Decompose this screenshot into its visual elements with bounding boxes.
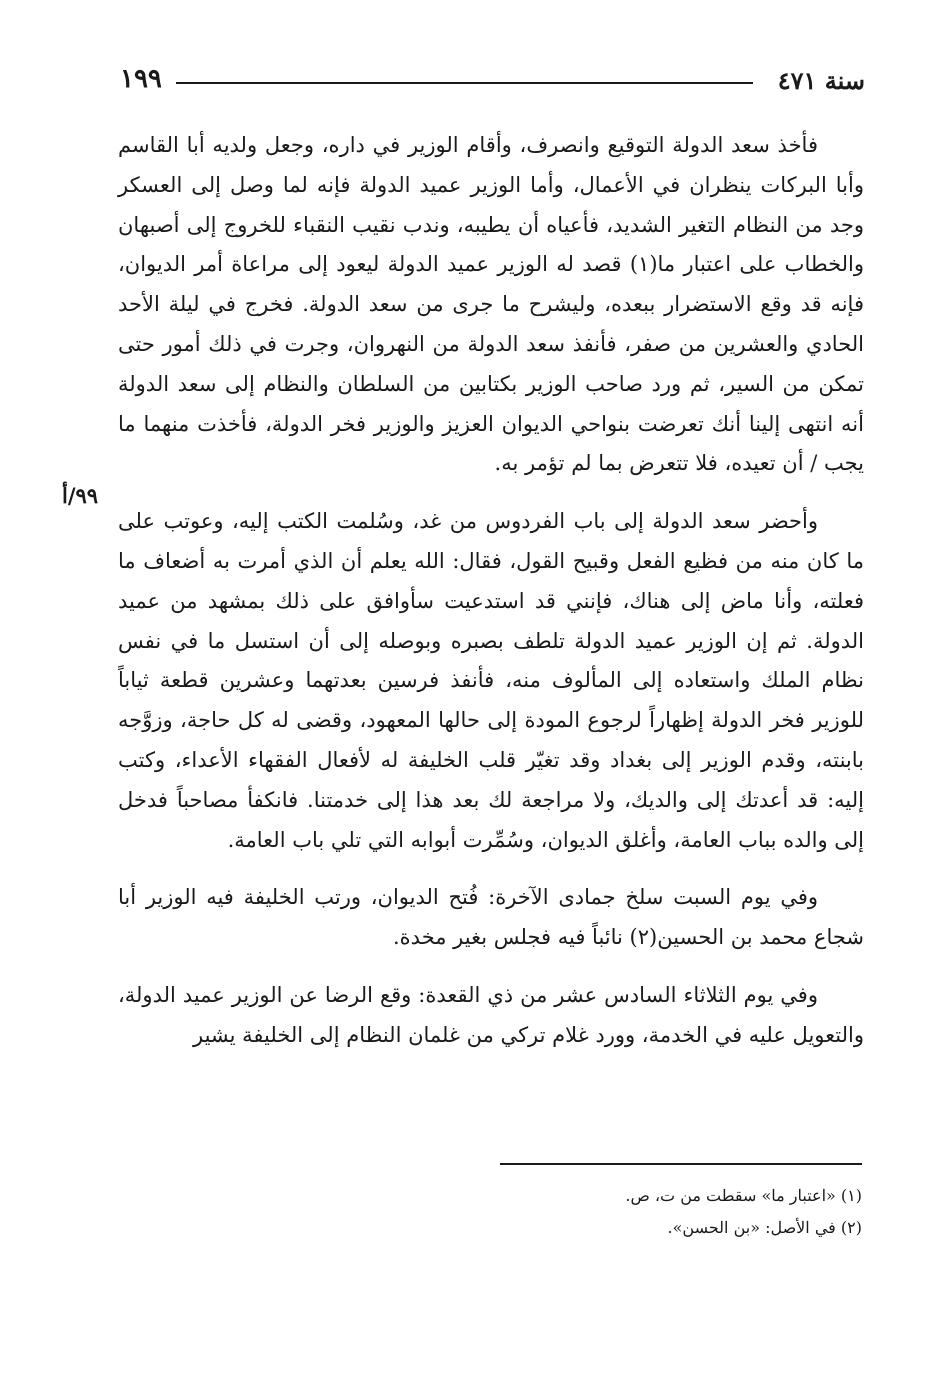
footnote-separator [500, 1163, 862, 1165]
folio-margin-note: ٩٩/أ [62, 483, 99, 508]
paragraph: وفي يوم الثلاثاء السادس عشر من ذي القعدة: وقع الرضا عن الوزير عميد الدولة، والتعويل عليه في الخدمة، وورد غلام تركي من غلمان النظام إلى الخليفة يشير [118, 982, 864, 1047]
page-number: ١٩٩ [120, 64, 162, 94]
paragraph: وفي يوم السبت سلخ جمادى الآخرة: فُتح الديوان، ورتب الخليفة فيه الوزير أبا شجاع محمد بن الحسين(٢) نائباً فيه فجلس بغير مخدة. [118, 885, 864, 950]
paragraph: فأخذ سعد الدولة التوقيع وانصرف، وأقام الوزير في داره، وجعل ولديه أبا القاسم وأبا البركات ينظران في الأعمال، وأما الوزير عميد الدولة فإنه لما وصل إلى العسكر وجد من النظام التغير الشديد، فأعياه أن يطيبه، وندب نقيب النقباء للخروج إلى أصبهان والخطاب على اعتبار ما(١) قصد له الوزير عميد الدولة ليعود إلى مراعاة أمر الديوان، فإنه قد وقع الاستضرار ببعده، وليشرح ما جرى من سعد الدولة. فخرج في ليلة الأحد الحادي والعشرين من صفر، فأنفذ سعد الدولة من النهروان، وجرت في ذلك أمور حتى تمكن من السير، ثم ورد صاحب الوزير بكتابين من السلطان والنظام إلى سعد الدولة أنه انتهى إلينا أنك تعرضت بنواحي الديوان العزيز والوزير فخر الدولة، فأخذت منهما ما يجب / أن تعيده، فلا تتعرض بما لم تؤمر به. [118, 133, 864, 476]
footnotes [300, 1180, 862, 1244]
paragraph: وأحضر سعد الدولة إلى باب الفردوس من غد، وسُلمت الكتب إليه، وعوتب على ما كان منه من فظيع الفعل وقبيح القول، فقال: الله يعلم أن الذي أمرت به أضعاف ما فعلته، وأنا ماض إلى هناك، فإنني قد استدعيت سأوافق على ذلك بمشهد من عميد الدولة. ثم إن الوزير عميد الدولة تلطف بصبره وبوصله إلى أن استسل ما في نفس نظام الملك واستعاده إلى المألوف منه، فأنفذ فرسين بعدتهما وعشرين قطعة ثياباً للوزير فخر الدولة إظهاراً لرجوع المودة إلى حالها المعهود، وقضى له كل حاجة، وزوَّجه بابنته، وقدم الوزير إلى بغداد وقد تغيّر قلب الخليفة له لأفعال الفقهاء الأعداء، وكتب إليه: قد أعدتك إلى والديك، ولا مراجعة لك بعد هذا إلى خدمتنا. فانكفأ مصاحباً فدخل إلى والده بباب العامة، وأغلق الديوان، وسُمِّرت أبوابه التي تلي باب العامة. [118, 509, 864, 852]
main-text [118, 126, 864, 1056]
header-rule [176, 82, 753, 84]
page-header [120, 60, 865, 100]
footnote: (١) «اعتبار ما» سقطت من ت، ص. [625, 1186, 862, 1205]
running-head-year: سنة ٤٧١ [777, 66, 865, 95]
footnote: (٢) في الأصل: «بن الحسن». [667, 1218, 862, 1237]
